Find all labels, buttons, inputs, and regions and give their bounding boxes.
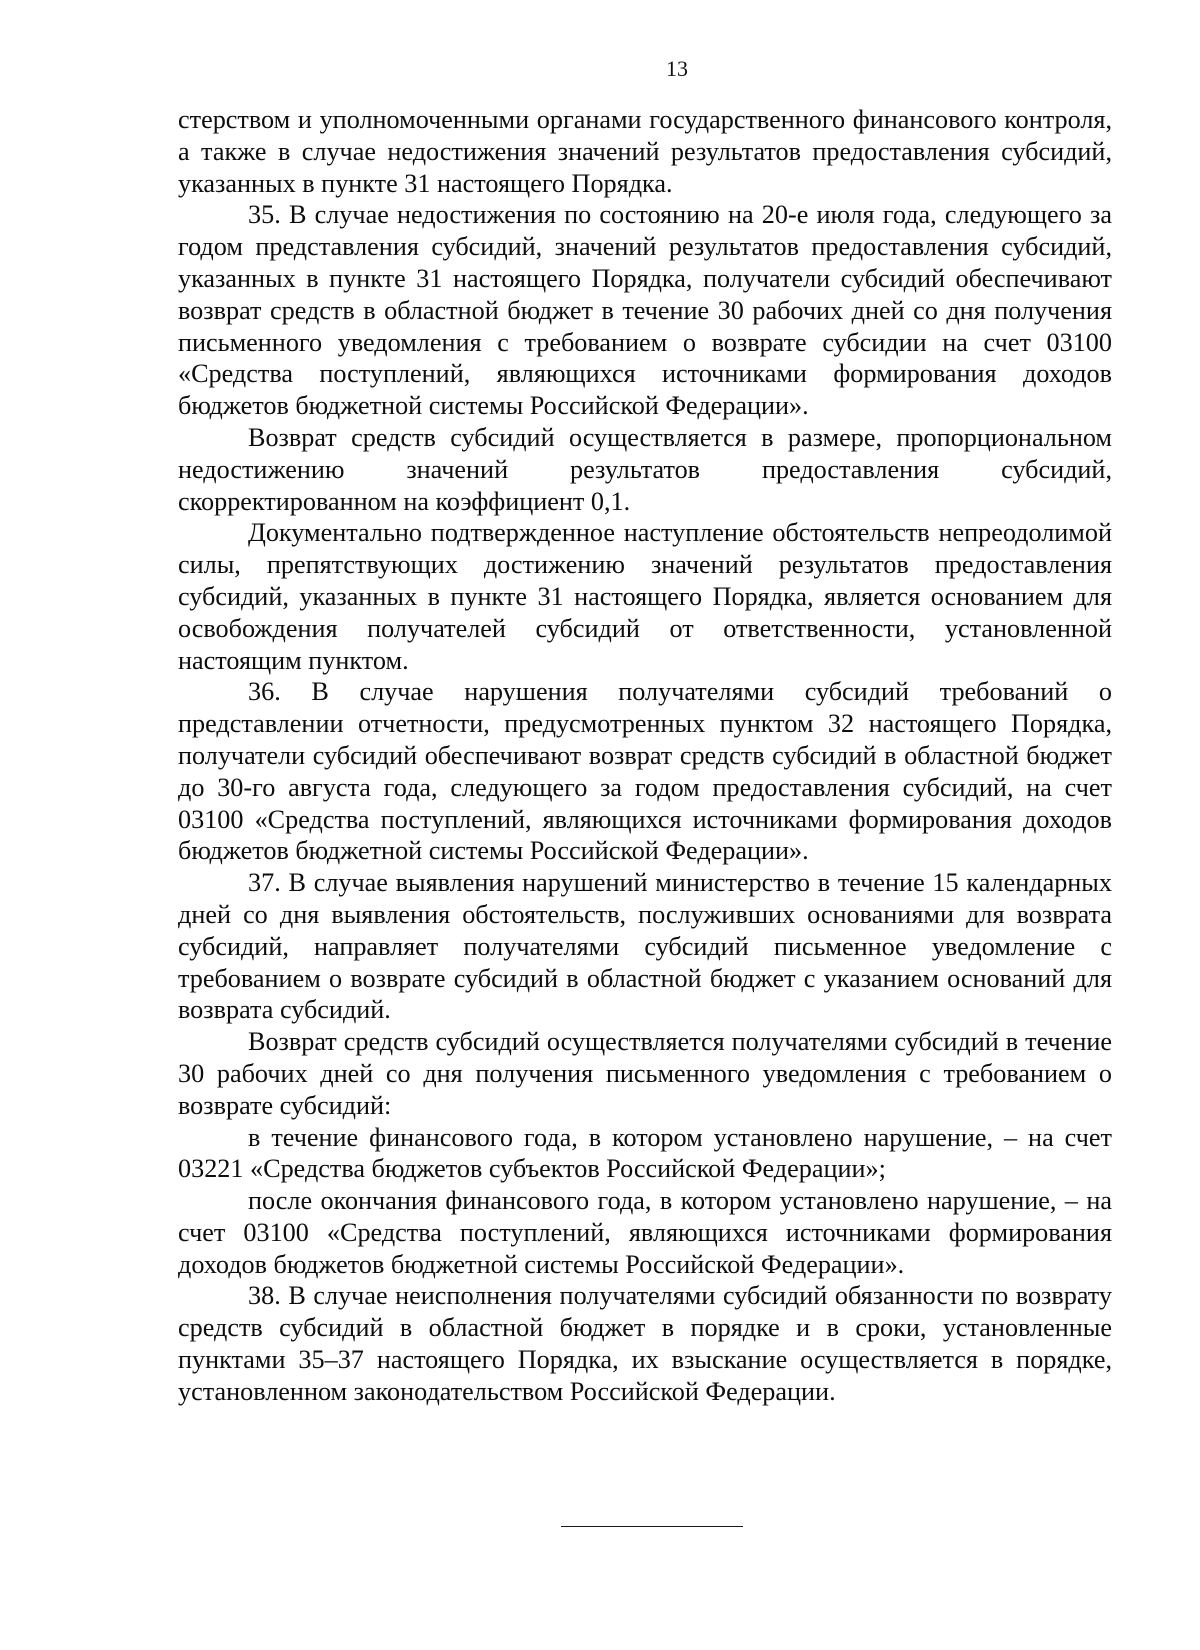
paragraph-refund-after-year: после окончания финансового года, в котором установлено нарушение, – на счет 03100 «Средства поступлений, являющихся источниками формирования доходов бюджетов бюджетной системы Российской Федерации». <box>178 1186 1112 1279</box>
end-of-document-rule <box>561 1526 743 1527</box>
paragraph-clause-37: 37. В случае выявления нарушений министерство в течение 15 календарных дней со дня выявления обстоятельств, послуживших основаниями для возврата субсидий, направляет получателями субсидий письменное уведомление с требованием о возврате субсидий в областной бюджет с указанием оснований для возврата субсидий. <box>178 868 1112 1025</box>
page-number: 13 <box>666 56 688 81</box>
paragraph-clause-38: 38. В случае неисполнения получателями субсидий обязанности по возврату средств субсидий в областной бюджет в порядке и в сроки, установленные пунктами 35–37 настоящего Порядка, их взыскание осуществляется в порядке, установленном законодательством Российской Федерации. <box>178 1281 1112 1406</box>
paragraph-refund-during-year: в течение финансового года, в котором установлено нарушение, – на счет 03221 «Средства бюджетов субъектов Российской Федерации»; <box>178 1122 1112 1184</box>
paragraph-force-majeure: Документально подтвержденное наступление обстоятельств непреодолимой силы, препятствующих достижению значений результатов предоставления субсидий, указанных в пункте 31 настоящего Порядка, является основанием для освобождения получателей субсидий от ответственности, установленной настоящим пунктом. <box>178 518 1112 675</box>
paragraph-refund-term: Возврат средств субсидий осуществляется получателями субсидий в течение 30 рабочих дней со дня получения письменного уведомления с требованием о возврате субсидий: <box>178 1027 1112 1120</box>
paragraph-clause-35: 35. В случае недостижения по состоянию на 20-е июля года, следующего за годом представления субсидий, значений результатов предоставления субсидий, указанных в пункте 31 настоящего Порядка, получатели субсидий обеспечивают возврат средств в областной бюджет в течение 30 рабочих дней со дня получения письменного уведомления с требованием о возврате субсидии на счет 03100 «Средства поступлений, являющихся источниками формирования доходов бюджетов бюджетной системы Российской Федерации». <box>178 200 1112 421</box>
paragraph-continued-clause-34: стерством и уполномоченными органами государственного финансового контроля, а также в случае недостижения значений результатов предоставления субсидий, указанных в пункте 31 настоящего Порядка. <box>178 105 1112 198</box>
paragraph-proportional-refund: Возврат средств субсидий осуществляется в размере, пропорциональном недостижению значений результатов предоставления субсидий, скорректированном на коэффициент 0,1. <box>178 422 1112 516</box>
document-body <box>178 104 1112 1408</box>
paragraph-clause-36: 36. В случае нарушения получателями субсидий требований о представлении отчетности, предусмотренных пунктом 32 настоящего Порядка, получатели субсидий обеспечивают возврат средств субсидий в областной бюджет до 30-го августа года, следующего за годом предоставления субсидий, на счет 03100 «Средства поступлений, являющихся источниками формирования доходов бюджетов бюджетной системы Российской Федерации». <box>178 677 1112 866</box>
